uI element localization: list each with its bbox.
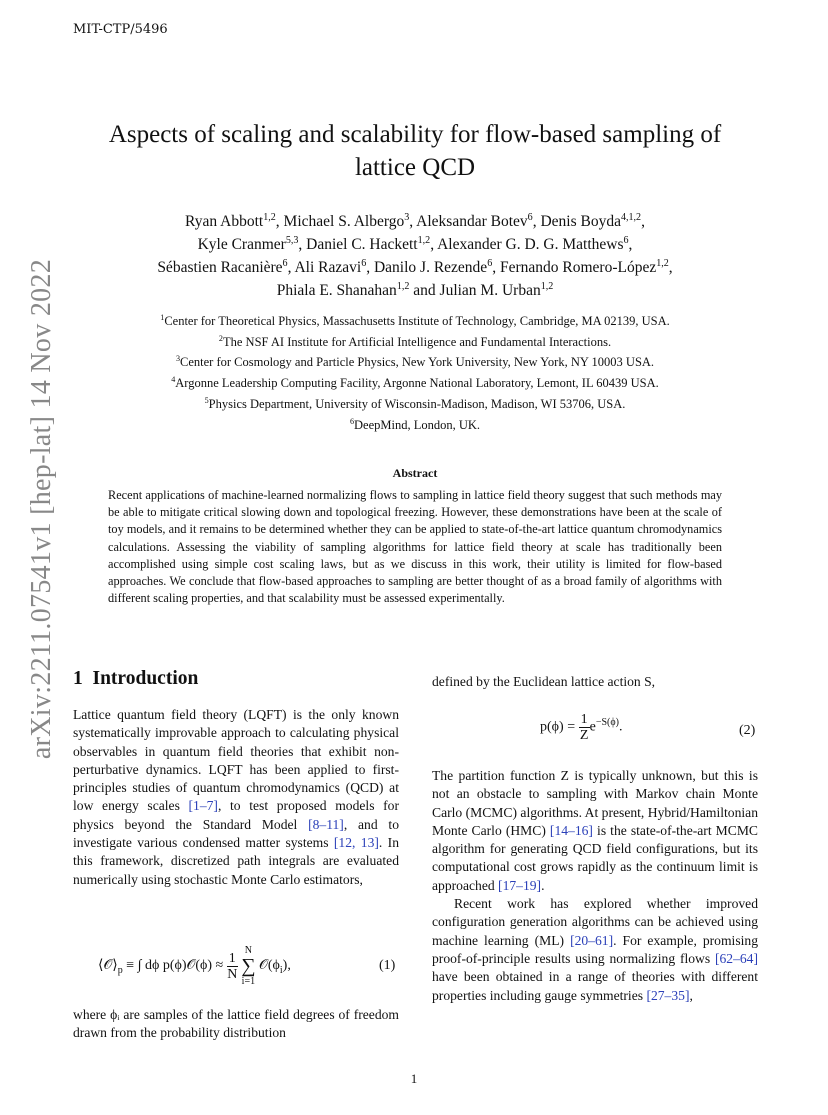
left-column bbox=[73, 706, 399, 889]
abstract-text: Recent applications of machine-learned normalizing flows to sampling in lattice field theory suggest that such methods may be able to mitigate critical slowing down and topological freezing. However, these demonstrations have been at the scale of toy models, and it remains to be determined whether they can be applied to state-of-the-art lattice quantum chromodynamics calculations. Assessing the viability of sampling algorithms for lattice field theory at scale has traditionally been accomplished using simple cost scaling laws, but as we discuss in this work, their utility is limited for flow-based approaches. We conclude that flow-based approaches to sampling are better thought of as a broad family of algorithms with different scaling properties, and that scalability must be assessed experimentally. bbox=[108, 488, 722, 606]
author-affiliation-mark: 1,2 bbox=[417, 234, 431, 246]
eq1-rhs-sub: i bbox=[279, 965, 283, 977]
author-affiliation-mark: 6 bbox=[487, 257, 493, 269]
affiliation-mark: 3 bbox=[175, 354, 180, 364]
author-name: Ryan Abbott bbox=[185, 213, 264, 230]
paragraph-text: Lattice quantum field theory (LQFT) is the only known systematically improvable approach to calculating physical observables in quantum field theories that exhibit non-perturbative dynamics. LQFT has been applied to first-principles studies of quantum chromodynamics (QCD) at low energy scales bbox=[73, 707, 399, 814]
affiliation-mark: 2 bbox=[218, 333, 223, 343]
eq1-sum-bot: i=1 bbox=[241, 976, 256, 987]
report-number: MIT-CTP/5496 bbox=[73, 22, 168, 37]
affiliation-list bbox=[90, 311, 740, 435]
paragraph-text: have been obtained in a range of theories with different properties including gauge symmetries bbox=[432, 969, 758, 1003]
intro-paragraph-1 bbox=[73, 706, 399, 889]
eq2-rhs-end: . bbox=[618, 719, 623, 735]
author-affiliation-mark: 4,1,2 bbox=[620, 211, 642, 223]
paragraph-text: , to test proposed models for physics beyond the Standard Model bbox=[73, 798, 399, 832]
author-affiliation-mark: 1,2 bbox=[263, 211, 276, 223]
author-affiliation-mark: 1,2 bbox=[396, 280, 410, 292]
affiliation-text: DeepMind, London, UK. bbox=[354, 417, 481, 432]
section-title: Introduction bbox=[92, 668, 199, 689]
intro-paragraph-2: where ϕᵢ are samples of the lattice field degrees of freedom drawn from the probability distribution bbox=[73, 1007, 399, 1041]
right-column bbox=[432, 767, 758, 1005]
paper-title: Aspects of scaling and scalability for flow-based sampling of lattice QCD bbox=[108, 121, 722, 181]
citation-link[interactable]: [20–61] bbox=[570, 932, 614, 948]
affiliation bbox=[90, 394, 740, 415]
author-name: Julian M. Urban bbox=[439, 282, 541, 299]
eq2-frac-den: Z bbox=[579, 728, 589, 743]
author-name: Fernando Romero-López bbox=[499, 259, 657, 276]
author-name: Sébastien Racanière bbox=[157, 259, 283, 276]
eq2-rhs: e bbox=[589, 719, 596, 735]
eq1-sum: N ∑ i=1 bbox=[241, 945, 256, 987]
citation-link[interactable]: [17–19] bbox=[498, 877, 542, 893]
citation-link[interactable]: [1–7] bbox=[188, 798, 218, 814]
author-name: Alexander G. D. G. Matthews bbox=[437, 236, 624, 253]
eq1-frac-num: 1 bbox=[228, 950, 236, 966]
author-list: Ryan Abbott$^{1,2}$, Michael S. Albergo$^3$, Aleksandar Botev$^6$, Denis Boyda$^{4,1,2}$, Kyle Cranmer$^{5,3}$, Daniel C. Hackett$^{1,2}$, Alexander G. D. G. Matthews$^6$, Sébastien Racanière$^6$, Ali Razavi$^6$, Danilo J. Rezende$^6$, Fernando Romero-López$^{1,2}$, Phiala E. Shanahan$^{1,2}$ and Julian M. Urban$^{1,2}$ bbox=[157, 211, 673, 299]
paragraph-text: . For example, promising proof-of-principle results using normalizing flows bbox=[432, 932, 758, 966]
author-affiliation-mark: 1,2 bbox=[656, 257, 669, 269]
author-affiliation-mark: 1,2 bbox=[540, 280, 554, 292]
affiliation bbox=[90, 311, 740, 332]
affiliation-text: Physics Department, University of Wisconsin-Madison, Madison, WI 53706, USA. bbox=[208, 396, 626, 411]
eq1-lhs: ⟨𝒪⟩ bbox=[98, 958, 118, 974]
equation-1-number: (1) bbox=[379, 958, 396, 973]
citation-link[interactable]: [14–16] bbox=[549, 822, 593, 838]
author-name: Ali Razavi bbox=[294, 259, 362, 276]
author-affiliation-mark: 6 bbox=[527, 211, 533, 223]
author-name: Danilo J. Rezende bbox=[373, 259, 488, 276]
author-name: Phiala E. Shanahan bbox=[276, 282, 397, 299]
author-affiliation-mark: 5,3 bbox=[285, 234, 299, 246]
author-affiliation-mark: 6 bbox=[282, 257, 288, 269]
intro-paragraph-4 bbox=[432, 895, 758, 1005]
section-number: 1 bbox=[73, 668, 83, 689]
affiliation-mark: 1 bbox=[160, 312, 165, 322]
eq2-frac-num: 1 bbox=[580, 712, 588, 727]
author-name: Aleksandar Botev bbox=[416, 213, 528, 230]
paragraph-text: The partition function Z is typically unknown, but this is not an obstacle to sampling with Markov chain Monte Carlo (MCMC) algorithms. At present, Hybrid/Hamiltonian Monte Carlo (HMC) bbox=[432, 768, 758, 838]
page-number: 1 bbox=[410, 1071, 418, 1086]
citation-link[interactable]: [8–11] bbox=[308, 816, 344, 832]
equation-2 bbox=[540, 712, 622, 743]
eq1-rhs-end: ), bbox=[282, 958, 291, 974]
affiliation-mark: 6 bbox=[349, 416, 355, 426]
author-name: Michael S. Albergo bbox=[283, 213, 405, 230]
right-intro-line: defined by the Euclidean lattice action S, bbox=[432, 674, 656, 689]
paragraph-text: , and to investigate various condensed matter systems bbox=[73, 816, 399, 851]
citation-link[interactable]: [62–64] bbox=[714, 950, 758, 966]
affiliation bbox=[90, 415, 740, 436]
affiliation-text: Center for Cosmology and Particle Physics, New York University, New York, NY 10003 USA. bbox=[180, 355, 655, 370]
author-name: Kyle Cranmer bbox=[197, 236, 286, 253]
affiliation-mark: 4 bbox=[171, 374, 176, 384]
affiliation bbox=[90, 373, 740, 394]
author-name: Denis Boyda bbox=[540, 213, 621, 230]
abstract-heading: Abstract bbox=[392, 466, 438, 480]
affiliation-mark: 5 bbox=[204, 395, 209, 405]
arxiv-stamp[interactable]: arXiv:2211.07541v1 [hep-lat] 14 Nov 2022 bbox=[26, 258, 57, 760]
eq1-mid: ≡ ∫ dϕ p(ϕ)𝒪(ϕ) ≈ bbox=[122, 958, 227, 974]
affiliation-text: Argonne Leadership Computing Facility, Argonne National Laboratory, Lemont, IL 60439 USA. bbox=[175, 376, 659, 391]
citation-link[interactable]: [27–35] bbox=[646, 987, 690, 1003]
equation-1 bbox=[98, 945, 291, 987]
author-affiliation-mark: 6 bbox=[623, 234, 629, 246]
eq2-rhs-sup: −S(ϕ) bbox=[595, 717, 619, 729]
author-affiliation-mark: 6 bbox=[361, 257, 367, 269]
section-heading bbox=[73, 668, 198, 690]
affiliation-text: Center for Theoretical Physics, Massachusetts Institute of Technology, Cambridge, MA 02139, USA. bbox=[164, 314, 670, 328]
eq2-fraction bbox=[579, 712, 590, 743]
paragraph-text: , bbox=[689, 987, 693, 1003]
eq1-sum-top: N bbox=[244, 945, 252, 956]
eq1-frac-den: N bbox=[227, 966, 238, 982]
affiliation bbox=[90, 332, 740, 353]
eq1-lhs-sub: p bbox=[117, 965, 123, 977]
affiliation-text: The NSF AI Institute for Artificial Intelligence and Fundamental Interactions. bbox=[222, 334, 612, 349]
citation-link[interactable]: [12, 13] bbox=[333, 835, 379, 851]
eq1-fraction bbox=[227, 951, 238, 982]
eq2-lhs: p(ϕ) = bbox=[540, 719, 579, 735]
paragraph-text: Recent work has explored whether improved configuration generation algorithms can be achieved using machine learning (ML) bbox=[432, 896, 758, 948]
paragraph-text: is the state-of-the-art MCMC algorithm for generating QCD field configurations, but its computational cost grows rapidly as the continuum limit is approached bbox=[432, 822, 758, 893]
equation-2-number: (2) bbox=[739, 723, 756, 738]
author-affiliation-mark: 3 bbox=[404, 211, 410, 223]
author-name: Daniel C. Hackett bbox=[306, 236, 418, 253]
paragraph-text: . bbox=[541, 877, 545, 893]
affiliation bbox=[90, 352, 740, 373]
paragraph-text: . In this framework, discretized path integrals are evaluated numerically using stochastic Monte Carlo estimators, bbox=[73, 835, 399, 887]
eq1-rhs: 𝒪(ϕ bbox=[259, 958, 280, 974]
intro-paragraph-3 bbox=[432, 767, 758, 895]
